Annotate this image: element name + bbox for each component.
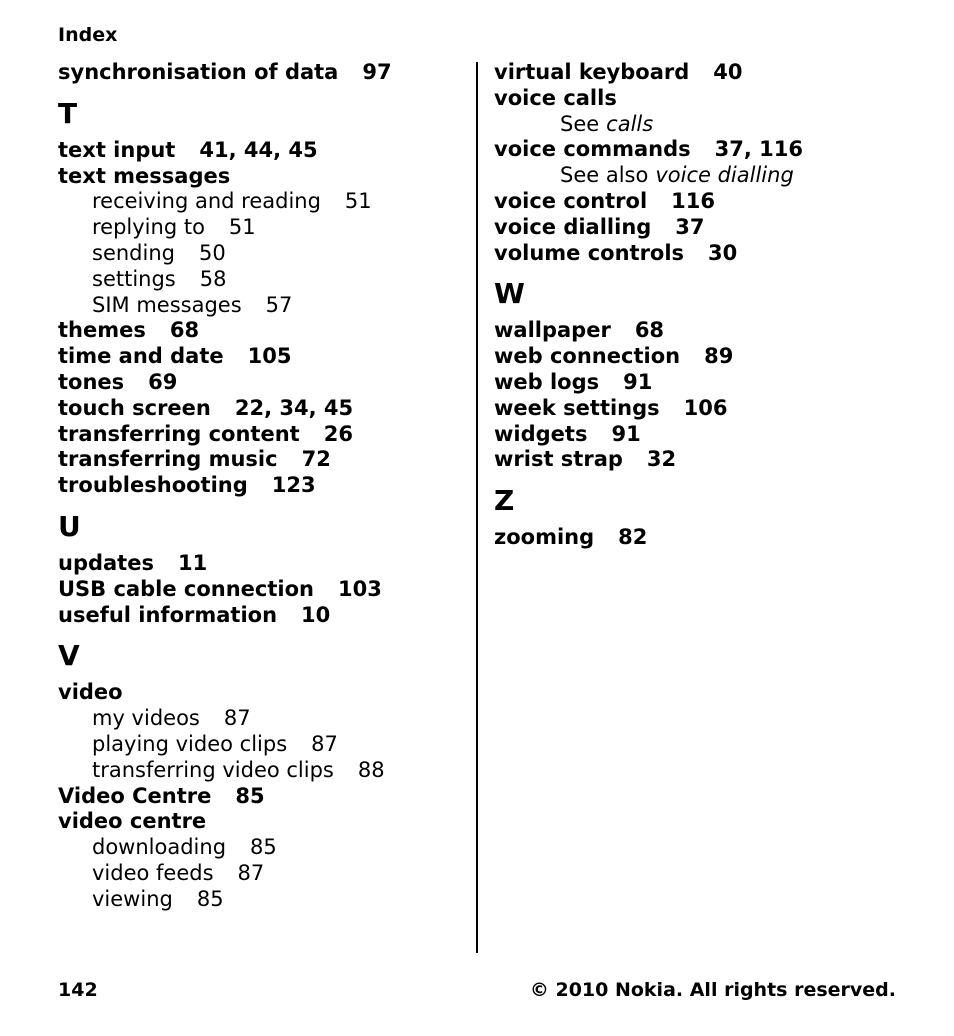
index-subentry (58, 241, 458, 267)
index-entry (58, 396, 458, 422)
index-subterm: replying to (92, 215, 205, 240)
see-target: voice dialling (655, 163, 794, 188)
page-ref: 41, 44, 45 (199, 137, 318, 162)
index-term: troubleshooting (58, 473, 248, 498)
see-reference (494, 163, 914, 189)
index-entry (58, 138, 458, 164)
index-term: themes (58, 318, 146, 343)
index-entry (494, 318, 914, 344)
index-entry (494, 422, 914, 448)
page-ref: 22, 34, 45 (234, 395, 354, 420)
index-entry (58, 809, 458, 835)
index-subterm: playing video clips (92, 731, 288, 756)
page-header: Index (58, 24, 118, 46)
index-subterm: sending (92, 240, 175, 265)
index-term: web logs (494, 369, 600, 394)
index-term: useful information (58, 602, 278, 627)
index-subterm: viewing (92, 886, 173, 911)
section-letter: Z (494, 484, 515, 518)
index-term: voice dialling (494, 214, 652, 239)
page-ref: 50 (198, 240, 226, 265)
index-subentry (58, 293, 458, 319)
index-entry (58, 318, 458, 344)
index-subentry (58, 758, 458, 784)
page-ref: 89 (704, 344, 734, 369)
section-letter: W (494, 277, 525, 311)
index-term: voice commands (494, 137, 691, 162)
page-ref: 87 (223, 706, 251, 731)
index-entry (494, 137, 914, 163)
index-entry (494, 370, 914, 396)
section-letter: T (58, 96, 78, 130)
index-entry (58, 577, 458, 603)
page-ref: 58 (199, 266, 227, 291)
letter-section (494, 483, 914, 551)
index-term: text messages (58, 163, 231, 188)
index-entry (58, 784, 458, 810)
page-ref: 116 (671, 188, 716, 213)
index-term: wrist strap (494, 447, 623, 472)
page-ref: 10 (301, 602, 331, 627)
page-ref: 91 (623, 369, 653, 394)
index-term: zooming (494, 525, 595, 550)
index-entry (494, 396, 914, 422)
index-column-left (58, 60, 458, 913)
index-subentry (58, 835, 458, 861)
index-subentry (58, 706, 458, 732)
index-entry (494, 241, 914, 267)
see-prefix: See (560, 111, 600, 136)
index-subentry (58, 215, 458, 241)
index-term: web connection (494, 344, 681, 369)
page-ref: 82 (618, 525, 648, 550)
index-term: voice calls (494, 85, 617, 110)
letter-section (58, 638, 458, 912)
index-term: voice control (494, 188, 648, 213)
page-ref: 105 (247, 344, 292, 369)
page-number: 142 (58, 979, 98, 1001)
index-subentry (58, 887, 458, 913)
index-term: week settings (494, 395, 660, 420)
index-entry (58, 60, 458, 86)
index-term: video centre (58, 809, 207, 834)
page-ref: 85 (196, 886, 224, 911)
index-term: time and date (58, 344, 224, 369)
page-ref: 11 (177, 550, 208, 575)
index-entry (58, 344, 458, 370)
index-entry (494, 60, 914, 86)
index-entry (58, 603, 458, 629)
page-ref: 37 (675, 214, 705, 239)
index-entry (494, 215, 914, 241)
index-term: USB cable connection (58, 576, 314, 601)
page-ref: 26 (323, 421, 353, 446)
section-letter: U (58, 509, 81, 543)
page-ref: 87 (311, 731, 338, 756)
letter-section (58, 509, 458, 628)
index-column-right (494, 60, 914, 551)
index-entry (58, 447, 458, 473)
index-entry (494, 189, 914, 215)
index-term: updates (58, 550, 154, 575)
index-term: transferring music (58, 447, 278, 472)
index-subterm: settings (92, 266, 176, 291)
page-ref: 68 (634, 318, 665, 343)
page-ref: 32 (646, 447, 677, 472)
page-ref: 68 (169, 318, 200, 343)
index-term: virtual keyboard (494, 60, 690, 84)
index-term: widgets (494, 421, 588, 446)
index-subterm: transferring video clips (92, 757, 334, 782)
index-entry (494, 86, 914, 112)
page-ref: 85 (235, 783, 265, 808)
see-reference (494, 112, 914, 138)
letter-section (58, 96, 458, 499)
index-term: text input (58, 137, 176, 162)
page-ref: 51 (344, 189, 372, 214)
see-prefix: See also (560, 163, 649, 188)
index-entry (494, 525, 914, 551)
index-subterm: SIM messages (92, 292, 242, 317)
column-divider (476, 62, 478, 953)
index-entry (58, 164, 458, 190)
page-ref: 30 (708, 240, 738, 265)
index-term: Video Centre (58, 783, 212, 808)
page-ref: 123 (271, 473, 316, 498)
index-subterm: video feeds (92, 860, 214, 885)
index-term: video (58, 680, 123, 705)
page-ref: 72 (301, 447, 331, 472)
index-subterm: my videos (92, 706, 200, 731)
index-subentry (58, 267, 458, 293)
index-term: volume controls (494, 240, 685, 265)
index-subterm: receiving and reading (92, 189, 321, 214)
index-subentry (58, 861, 458, 887)
page-ref: 91 (611, 421, 641, 446)
index-entry (494, 447, 914, 473)
index-term: touch screen (58, 395, 211, 420)
index-subentry (58, 732, 458, 758)
index-term: synchronisation of data (58, 60, 339, 84)
letter-section (494, 276, 914, 473)
index-entry (58, 422, 458, 448)
page-ref: 57 (265, 292, 293, 317)
page-ref: 88 (357, 757, 385, 782)
copyright-notice: © 2010 Nokia. All rights reserved. (529, 979, 896, 1001)
page-ref: 40 (713, 60, 743, 84)
page-ref: 106 (683, 395, 728, 420)
index-entry (58, 473, 458, 499)
see-target: calls (606, 111, 654, 136)
page-ref: 69 (148, 369, 178, 394)
page-ref: 87 (237, 860, 265, 885)
section-letter: V (58, 639, 80, 673)
page-ref: 37, 116 (714, 137, 803, 162)
index-subentry (58, 189, 458, 215)
page-ref: 97 (362, 60, 392, 84)
index-entry (58, 680, 458, 706)
index-entry (58, 551, 458, 577)
page-ref: 51 (228, 215, 256, 240)
index-term: wallpaper (494, 318, 611, 343)
index-subterm: downloading (92, 835, 227, 860)
index-entry (58, 370, 458, 396)
index-entry (494, 344, 914, 370)
page-ref: 85 (250, 835, 277, 860)
page-ref: 103 (337, 576, 382, 601)
index-term: tones (58, 369, 125, 394)
index-term: transferring content (58, 421, 300, 446)
